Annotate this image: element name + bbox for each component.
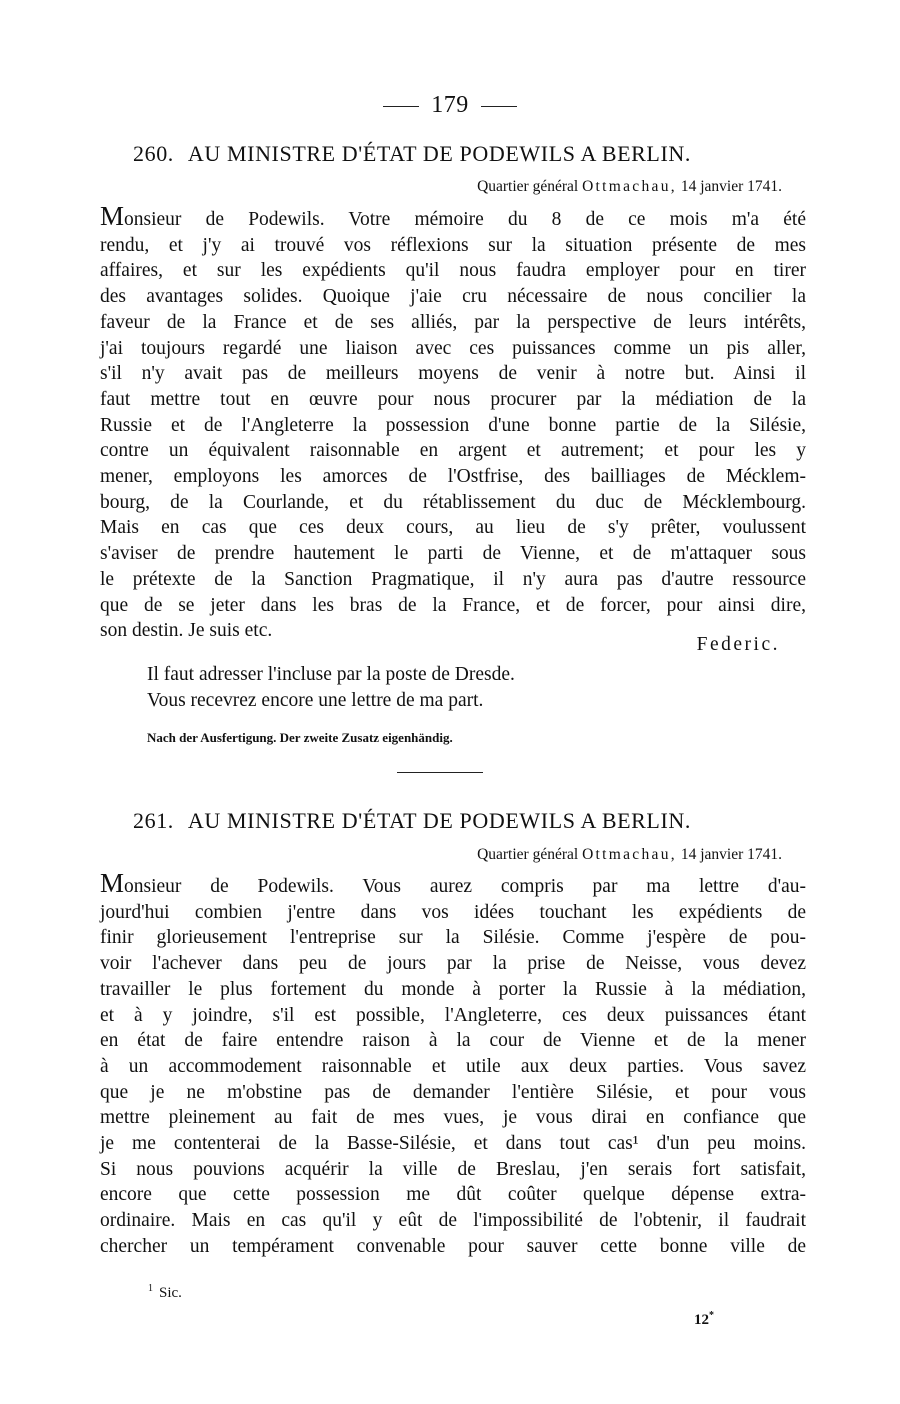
body-line: Si nous pouvions acquérir la ville de Breslau, j'en serais fort satisfait, (100, 1158, 806, 1180)
letter-number: 261. (133, 808, 174, 833)
letter-260-dateline (477, 178, 782, 196)
header-dash-right (481, 106, 517, 107)
header-dash-left (383, 106, 419, 107)
body-line: mettre pleinement au fait de mes vues, je vous dirai en confiance que (100, 1107, 806, 1129)
initial-letter: M (100, 868, 125, 898)
body-line: je me contenterai de la Basse-Silésie, et dans tout cas¹ d'un peu moins. (100, 1133, 806, 1155)
letter-heading: AU MINISTRE D'ÉTAT DE PODEWILS A BERLIN. (187, 808, 691, 833)
letter-261-body (100, 868, 806, 1260)
body-line: son destin. Je suis etc. (100, 620, 273, 642)
section-divider (397, 772, 483, 773)
footnote (148, 1283, 182, 1302)
dateline-prefix: Quartier général (477, 178, 579, 195)
body-line: Mais en cas que ces deux cours, au lieu de s'y prêter, voulussent (100, 517, 806, 539)
body-line: et à y joindre, s'il est possible, l'Angleterre, ces deux puissances étant (100, 1004, 806, 1026)
body-line: mener, employons les amorces de l'Ostfrise, des bailliages de Mécklem- (100, 466, 806, 488)
letter-261-dateline (477, 846, 782, 864)
body-line: travailler le plus fortement du monde à porter la Russie à la médiation, (100, 978, 806, 1000)
folio-number: 12 (694, 1312, 709, 1328)
body-line: s'il n'y avait pas de meilleurs moyens de venir à notre but. Ainsi il (100, 363, 806, 385)
body-line: Russie et de l'Angleterre la possession d'une bonne partie de la Silésie, (100, 414, 806, 436)
folio-asterisk: * (709, 1310, 714, 1321)
body-line: faut mettre tout en œuvre pour nous procurer par la médiation de la (100, 388, 806, 410)
body-line: que de se jeter dans les bras de la France, et de forcer, pour ainsi dire, (100, 594, 806, 616)
postscript (147, 662, 515, 714)
signature: Federic. (696, 634, 780, 655)
body-line: le prétexte de la Sanction Pragmatique, il n'y aura pas d'autre ressource (100, 568, 806, 590)
dateline-place: Ottmachau, (582, 178, 677, 195)
dateline-prefix: Quartier général (477, 846, 579, 863)
source-note: Nach der Ausfertigung. Der zweite Zusatz eigenhändig. (147, 730, 453, 745)
body-line: bourg, de la Courlande, et du rétablissement du duc de Mécklembourg. (100, 491, 806, 513)
body-line: finir glorieusement l'entreprise sur la Silésie. Comme j'espère de pou- (100, 927, 806, 949)
body-line: s'aviser de prendre hautement le parti de Vienne, et de m'attaquer sous (100, 543, 806, 565)
body-line: Monsieur de Podewils. Votre mémoire du 8 de ce mois m'a été (100, 201, 806, 231)
initial-letter: M (100, 201, 125, 231)
postscript-line: Vous recevrez encore une lettre de ma part. (147, 690, 484, 711)
body-line: Monsieur de Podewils. Vous aurez compris par ma lettre d'au- (100, 868, 806, 898)
body-line: j'ai toujours regardé une liaison avec ces puissances comme un pis aller, (100, 337, 806, 359)
body-line: rendu, et j'y ai trouvé vos réflexions sur la situation présente de mes (100, 234, 806, 256)
body-line: des avantages solides. Quoique j'aie cru nécessaire de nous concilier la (100, 286, 806, 308)
body-line: chercher un tempérament convenable pour sauver cette bonne ville de (100, 1235, 806, 1257)
signature-mark (694, 1310, 714, 1329)
running-header (0, 92, 900, 119)
body-line: en état de faire entendre raison à la cour de Vienne et de la mener (100, 1030, 806, 1052)
footnote-marker: 1 (148, 1283, 153, 1294)
dateline-place: Ottmachau, (582, 846, 677, 863)
dateline-date: 14 janvier 1741. (680, 178, 782, 195)
body-line: ordinaire. Mais en cas qu'il y eût de l'impossibilité de l'obtenir, il faudrait (100, 1210, 806, 1232)
body-line: jourd'hui combien j'entre dans vos idées touchant les expédients de (100, 901, 806, 923)
body-line: contre un équivalent raisonnable en argent et autrement; et pour les y (100, 440, 806, 462)
letter-260-body (100, 201, 806, 644)
body-line: encore que cette possession me dût coûter quelque dépense extra- (100, 1184, 806, 1206)
letter-260-title (133, 141, 793, 167)
body-line: à un accommodement raisonnable et utile aux deux parties. Vous savez (100, 1055, 806, 1077)
postscript-line: Il faut adresser l'incluse par la poste de Dresde. (147, 664, 515, 685)
body-line: que je ne m'obstine pas de demander l'entière Silésie, et pour vous (100, 1081, 806, 1103)
body-line: voir l'achever dans peu de jours par la prise de Neisse, vous devez (100, 953, 806, 975)
body-line: affaires, et sur les expédients qu'il nous faudra employer pour en tirer (100, 260, 806, 282)
page-number: 179 (431, 92, 469, 118)
body-line: faveur de la France et de ses alliés, par la perspective de leurs intérêts, (100, 311, 806, 333)
dateline-date: 14 janvier 1741. (680, 846, 782, 863)
letter-heading: AU MINISTRE D'ÉTAT DE PODEWILS A BERLIN. (187, 141, 691, 166)
letter-261-title (133, 808, 793, 834)
footnote-text: Sic. (159, 1285, 182, 1301)
letter-number: 260. (133, 141, 174, 166)
